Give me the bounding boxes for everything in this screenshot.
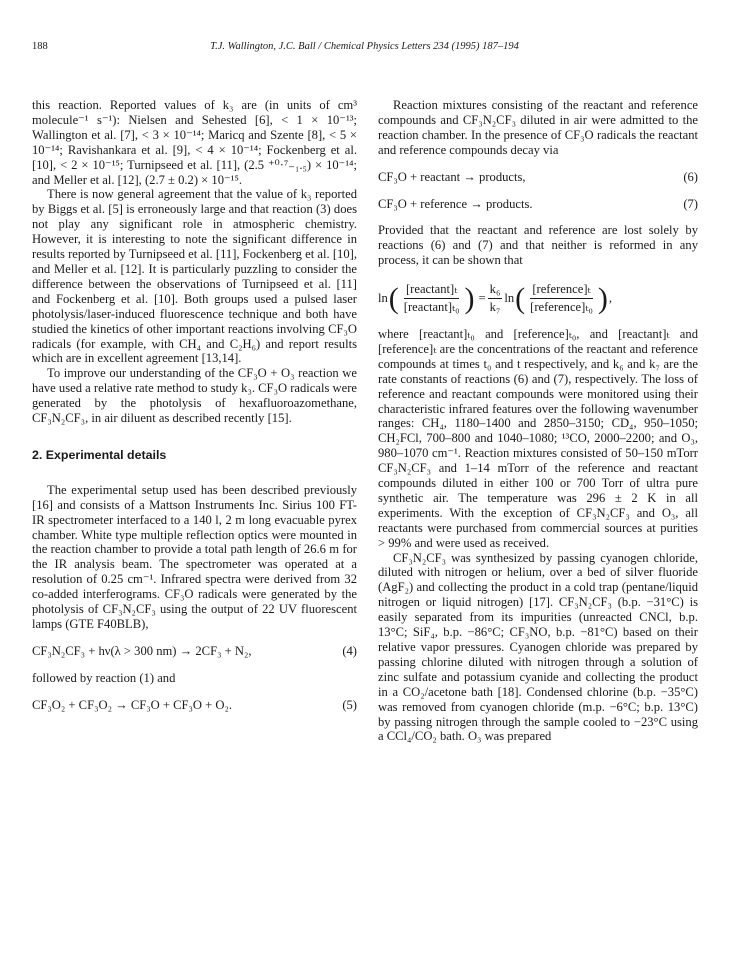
paragraph: followed by reaction (1) and: [32, 670, 176, 685]
fraction-reactant: [402, 282, 462, 315]
paren-close: ): [464, 281, 475, 315]
paragraph: CF₃N₂CF₃ was synthesized by passing cyanogen chloride, diluted with nitrogen or helium, over a bed of silver fluoride (AgF₂) and collecting the product in a cold trap (pentane/liquid nitrogen or liquid nitrogen) [17]. CF₃N₂CF₃ (b.p. −31°C) is easily separated from its impurities (unreacted CNCl, b.p. 13°C; SiF₄, b.p. −86°C; CF₃NO, b.p. −81°C) based on their relative vapor pressures. Cyanogen chloride was prepared by passing chlorine diluted with nitrogen through a solution of zinc sulfate and potassium cyanide and collecting the product in a CO₂/acetone bath [18]. Condensed chlorine (b.p. −35°C) was removed from cyanogen chloride (m.p. −6°C; b.p. 13°C) by passing nitrogen through the sample cooled to −23°C using a CCl₄/CO₂ bath. O₃ was prepared: [378, 550, 698, 744]
equation-text: CF₃O + reactant → products,: [378, 169, 526, 184]
paragraph: To improve our understanding of the CF₃O + O₃ reaction we have used a relative rate method to study k₃. CF₃O radicals were generated by the photolysis of hexafluoroazomethane, CF₃N₂CF₃, in air diluent as described recently [15].: [32, 366, 357, 426]
equals-sign: =: [478, 291, 486, 306]
formula-trailing-comma: ,: [608, 291, 612, 306]
paren-close: ): [597, 281, 608, 315]
equation-text: CF₃N₂CF₃ + hν(λ > 300 nm) → 2CF₃ + N₂,: [32, 643, 252, 658]
paragraph: The experimental setup used has been described previously [16] and consists of a Mattson Instruments Inc. Sirius 100 FT-IR spectrometer interfaced to a 140 l, 2 m long evacuable pyrex chamber. White type multiple reflection optics were mounted in the reaction chamber to provide a total path length of 26.6 m for the IR analysis beam. The spectrometer was operated at a resolution of 0.25 cm⁻¹. Infrared spectra were derived from 32 co-added interferograms. CF₃O radicals were generated by the photolysis of CF₃N₂CF₃ using the output of 22 UV fluorescent lamps (GTE F40BLB),: [32, 482, 357, 631]
paragraph: Reaction mixtures consisting of the reactant and reference compounds and CF₃N₂CF₃ diluted in air were admitted to the reaction chamber. In the presence of CF₃O radicals the reactant and reference compounds decay via: [378, 98, 698, 157]
left-column: [32, 98, 357, 725]
equation-number: (4): [342, 643, 357, 658]
denominator: [reactant]ₜ₀: [403, 300, 460, 315]
equation-text: CF₃O + reference → products.: [378, 196, 533, 211]
paren-open: (: [515, 281, 526, 315]
equation-4: [32, 644, 357, 659]
right-column: [378, 98, 698, 744]
numerator: [reference]ₜ: [530, 282, 592, 299]
page-number: 188: [32, 41, 48, 52]
ln-symbol: ln: [504, 291, 515, 306]
equation-6: [378, 170, 698, 185]
running-title: T.J. Wallington, J.C. Ball / Chemical Physics Letters 234 (1995) 187–194: [210, 41, 519, 52]
paren-open: (: [388, 281, 399, 315]
paragraph: There is now general agreement that the value of k₃ reported by Biggs et al. [5] is erroneously large and that reaction (3) does not play any significant role in atmospheric chemistry. However, it is interesting to note the significant difference in results reported by Turnipseed et al. [11], Fockenberg et al. [10], and Meller et al. [12]. It is particularly puzzling to consider the difference between the observations of Turnipseed et al. [11] and Fockenberg et al. [10]. Both groups used a pulsed laser photolysis/laser-induced fluorescence technique and both have studied the kinetics of other important reactions involving CF₃O radicals (for example, with CH₄ and C₂H₆) and report results which are in excellent agreement [13,14].: [32, 187, 357, 366]
paragraph: this reaction. Reported values of k₃ are (in units of cm³ molecule⁻¹ s⁻¹): Nielsen and Sehested [6], < 1 × 10⁻¹³; Wallington et al. [7], < 3 × 10⁻¹⁴; Maricq and Szente [8], < 5 × 10⁻¹⁴; Ravishankara et al. [9], < 4 × 10⁻¹⁴; Fockenberg et al. [10], < 2 × 10⁻¹⁵; Turnipseed et al. [11], (2.5 ⁺⁰·⁷₋₁.₅) × 10⁻¹⁴; and Meller et al. [12], (2.7 ± 0.2) × 10⁻¹⁵.: [32, 98, 357, 187]
equation-7: [378, 197, 698, 212]
equation-number: (5): [342, 697, 357, 712]
paragraph: where [reactant]ₜ₀ and [reference]ₜ₀, and [reactant]ₜ and [reference]ₜ are the concentrations of the reactant and reference compounds at times t₀ and t respectively, and k₆ and k₇ are the rate constants of reactions (6) and (7), respectively. The loss of reference and reactant compounds were monitored using their characteristic infrared features over the following wavenumber ranges: CH₄, 1180–1400 and 2850–3150; CD₄, 950–1050; CH₂FCl, 700–800 and 1040–1080; ¹³CO, 2000–2200; and O₃, 980–1070 cm⁻¹. Reaction mixtures consisted of 50–150 mTorr CF₃N₂CF₃ and 1–14 mTorr of the reference and reactant compounds diluted in either 100 or 700 Torr of ultra pure synthetic air. The temperature was 296 ± 2 K in all experiments. With the exception of CF₃N₂CF₃ and O₃, all reactants were purchased from commercial sources at purities > 99% and were used as received.: [378, 326, 698, 550]
equation-5: [32, 698, 357, 713]
ln-symbol: ln: [378, 291, 388, 306]
denominator: [reference]ₜ₀: [530, 300, 593, 315]
equation-number: (6): [683, 169, 698, 184]
page-header: [32, 41, 697, 57]
equation-number: (7): [683, 196, 698, 211]
fraction-rate-constants: [488, 282, 503, 315]
section-heading: 2. Experimental details: [32, 447, 167, 462]
numerator: [reactant]ₜ: [404, 282, 459, 299]
paragraph: Provided that the reactant and reference are lost solely by reactions (6) and (7) and that neither is reformed in any process, it can be shown that: [378, 223, 698, 268]
equation-text: CF₃O₂ + CF₃O₂ → CF₃O + CF₃O + O₂.: [32, 697, 233, 712]
numerator: k₆: [488, 282, 503, 299]
denominator: k₇: [489, 300, 501, 315]
rate-equation: [378, 282, 698, 315]
fraction-reference: [528, 282, 595, 315]
